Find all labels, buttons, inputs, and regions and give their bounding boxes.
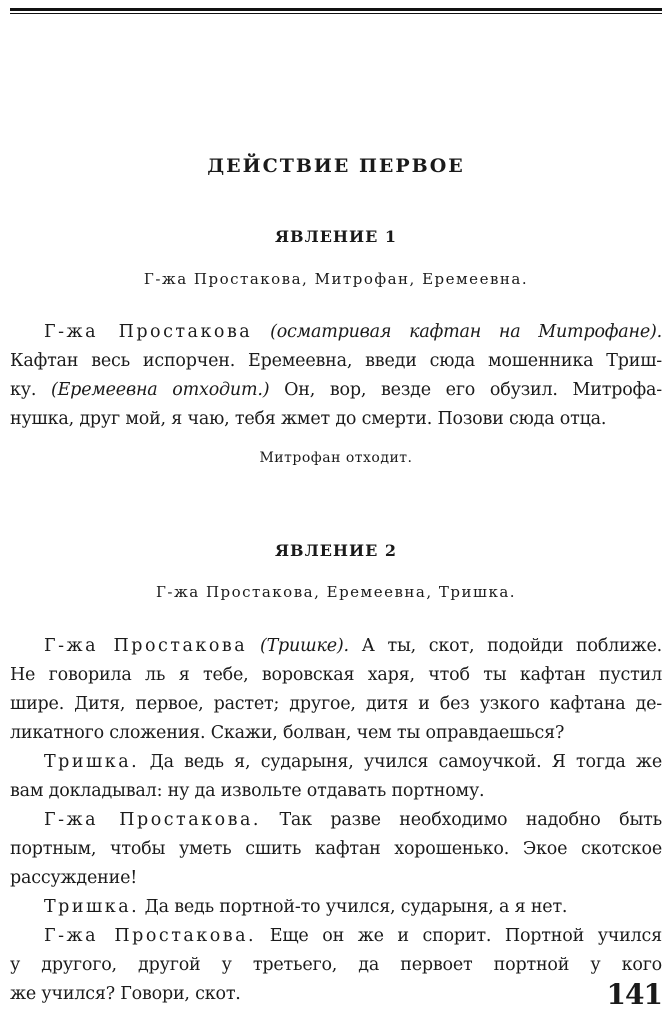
scene-2-cast: Г-жа Простакова, Еремеевна, Тришка. bbox=[155, 583, 517, 601]
act-title: ДЕЙСТВИЕ ПЕРВОЕ bbox=[207, 155, 465, 177]
page-number: 141 bbox=[606, 978, 662, 1011]
text-line: у другого, другой у третьего, да первоет портной у кого bbox=[10, 955, 662, 975]
top-rule-thin bbox=[10, 13, 662, 14]
speaker: Г-жа Простакова bbox=[44, 322, 253, 342]
scene-1-text bbox=[10, 318, 662, 434]
speaker: Г-жа Простакова. bbox=[44, 926, 257, 946]
text-line: вам докладывал: ну да извольте отдавать портному. bbox=[10, 781, 485, 801]
scene-1-stage-direction: Митрофан отходит. bbox=[259, 450, 413, 466]
scene-2-title: ЯВЛЕНИЕ 2 bbox=[274, 541, 398, 560]
text-fragment: Он, вор, везде его обузил. Митрофа- bbox=[269, 380, 662, 400]
text-line bbox=[10, 893, 662, 922]
text-line: нушка, друг мой, я чаю, тебя жмет до смерти. Позови сюда отца. bbox=[10, 409, 607, 429]
text-fragment: А ты, скот, подойди поближе. bbox=[348, 636, 662, 656]
scene-1-cast: Г-жа Простакова, Митрофан, Еремеевна. bbox=[143, 270, 529, 288]
text-fragment: Да ведь я, сударыня, учился самоучкой. Я тогда же bbox=[139, 752, 662, 772]
speaker: Г-жа Простакова. bbox=[44, 810, 261, 830]
speaker: Тришка. bbox=[44, 897, 140, 917]
stage-remark: (Еремеевна отходит.) bbox=[50, 380, 270, 400]
text-line bbox=[10, 376, 662, 405]
text-line: же учился? Говори, скот. bbox=[10, 984, 241, 1004]
text-fragment: Так разве необходимо надобно быть bbox=[260, 810, 662, 830]
text-line: шире. Дитя, первое, растет; другое, дитя и без узкого кафтана де- bbox=[10, 694, 662, 714]
text-line bbox=[10, 632, 662, 661]
speaker: Тришка. bbox=[44, 752, 140, 772]
speaker: Г-жа Простакова bbox=[44, 636, 248, 656]
scene-2-text bbox=[10, 632, 662, 1009]
text-line bbox=[10, 922, 662, 951]
text-line bbox=[10, 806, 662, 835]
stage-remark: (осматривая кафтан на Митрофане). bbox=[270, 322, 662, 342]
text-line: ликатного сложения. Скажи, болван, чем ты оправдаешься? bbox=[10, 723, 565, 743]
stage-remark: (Тришке). bbox=[259, 636, 349, 656]
text-line: рассуждение! bbox=[10, 868, 138, 888]
scene-1-title: ЯВЛЕНИЕ 1 bbox=[274, 227, 398, 246]
top-rule-thick bbox=[10, 8, 662, 11]
text-line: Не говорила ль я тебе, воровская харя, чтоб ты кафтан пустил bbox=[10, 665, 662, 685]
text-line bbox=[10, 318, 662, 347]
text-line: портным, чтобы уметь сшить кафтан хорошенько. Экое скотское bbox=[10, 839, 662, 859]
text-fragment: Еще он же и спорит. Портной учился bbox=[256, 926, 662, 946]
text-fragment: Да ведь портной-то учился, сударыня, а я нет. bbox=[139, 897, 568, 917]
text-line bbox=[10, 748, 662, 777]
text-line: Кафтан весь испорчен. Еремеевна, введи сюда мошенника Триш- bbox=[10, 351, 662, 371]
text-fragment: ку. bbox=[10, 380, 51, 400]
